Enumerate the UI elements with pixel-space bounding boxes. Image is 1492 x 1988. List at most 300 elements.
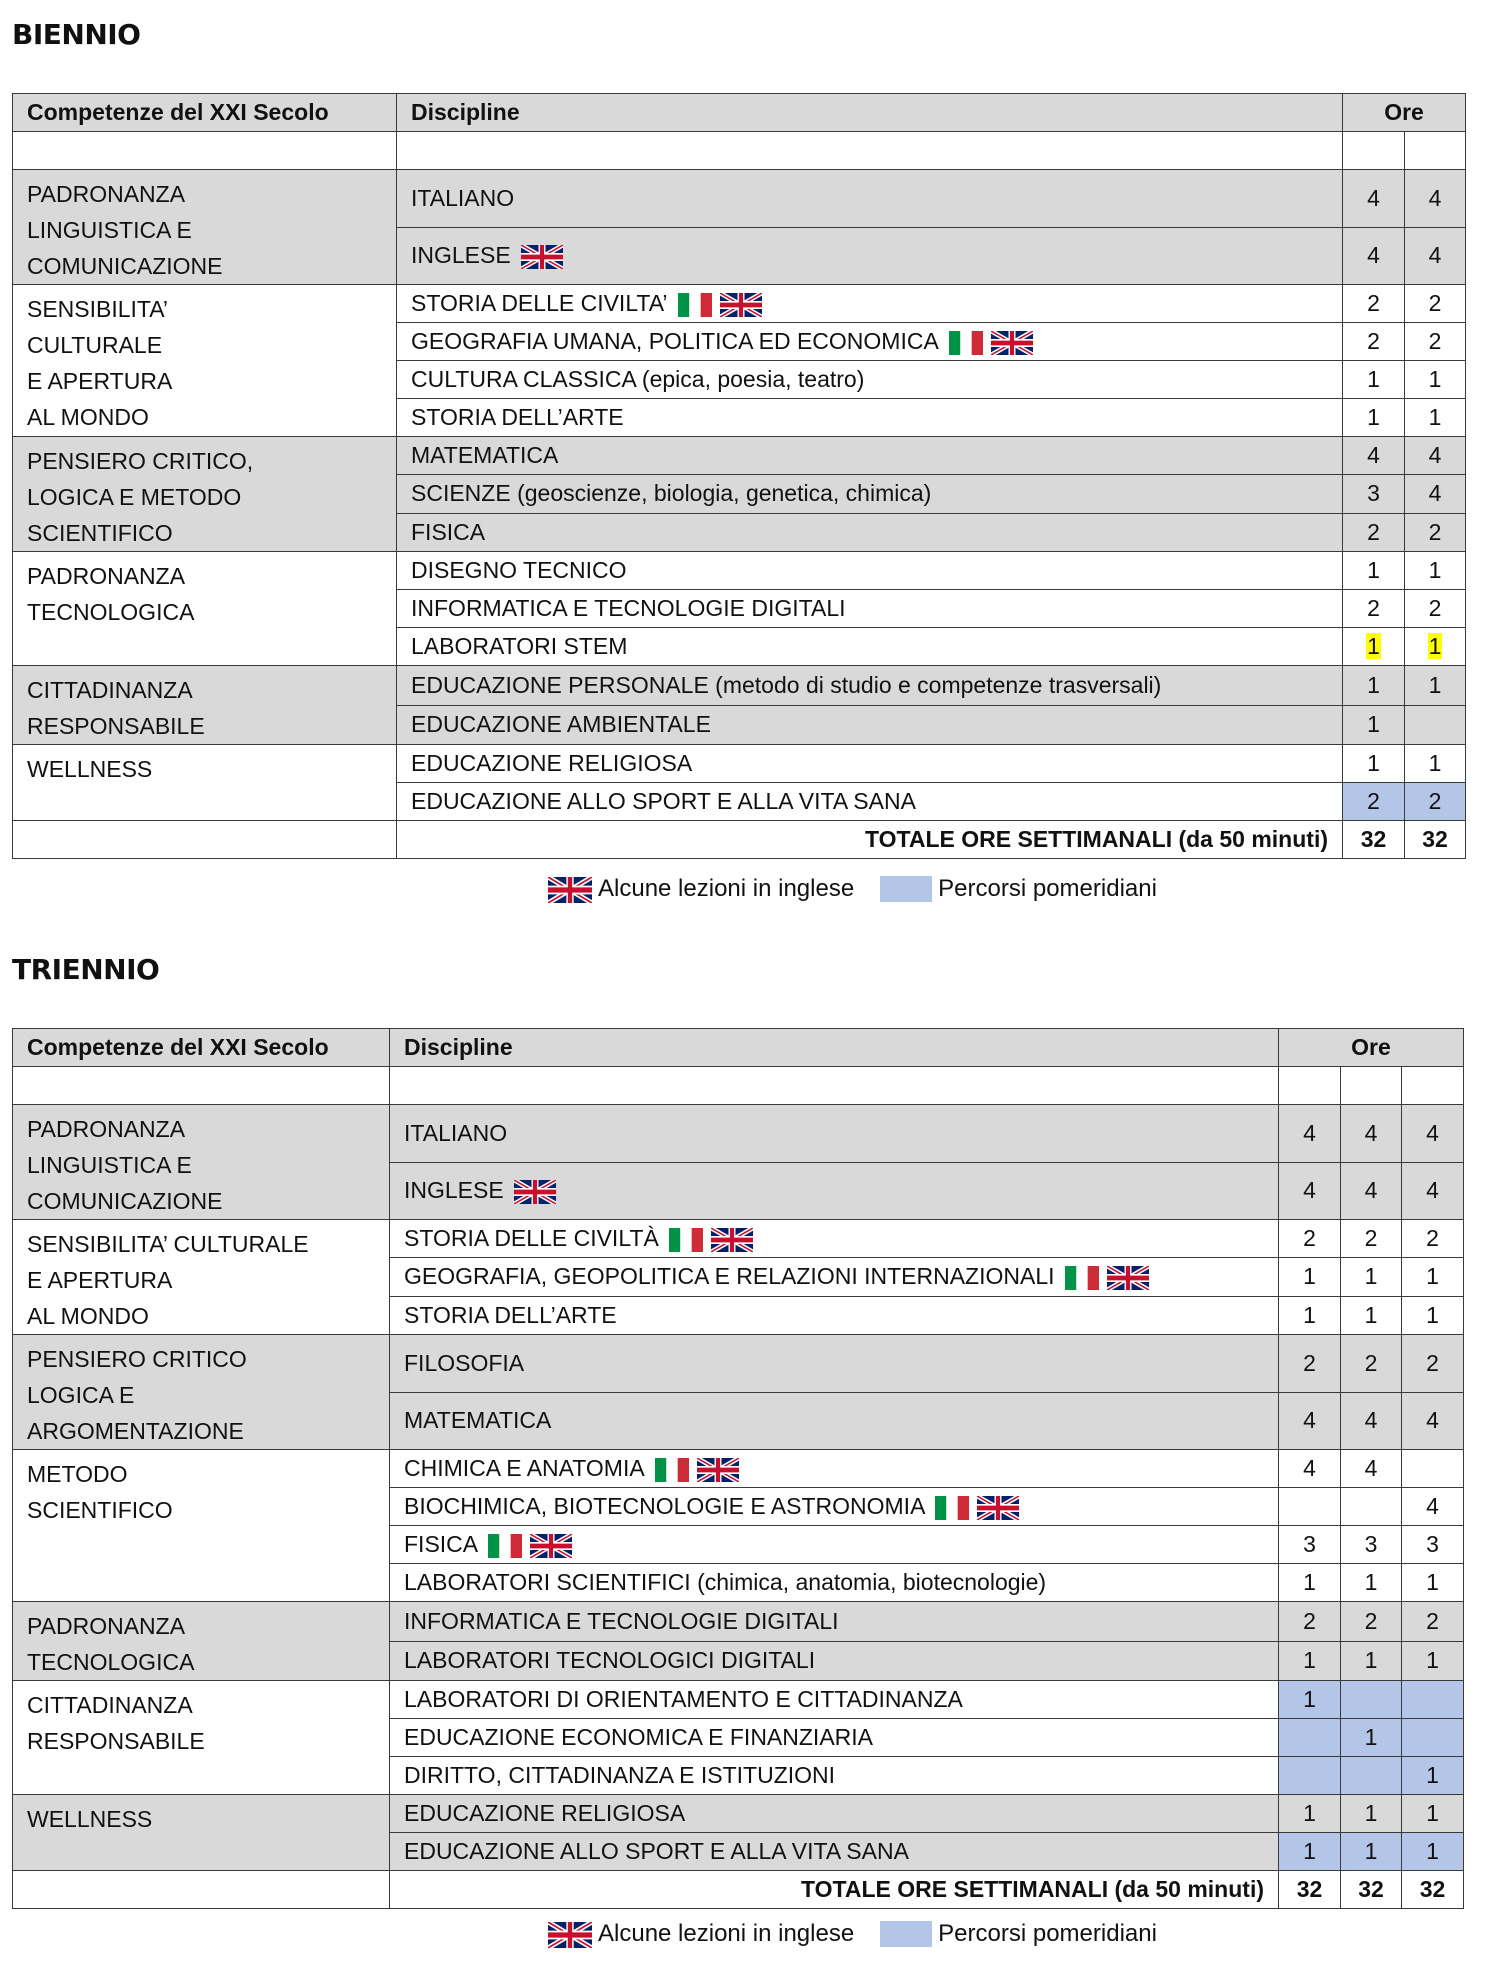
hours-value: 4 [1303, 1407, 1316, 1434]
total-row [13, 1871, 1464, 1909]
hours-value: 1 [1303, 1800, 1316, 1826]
italy-flag-icon [488, 1534, 522, 1558]
uk-flag-icon [720, 293, 762, 317]
hours-value: 1 [1364, 1647, 1378, 1674]
triennio-title: TRIENNIO [12, 953, 160, 986]
discipline-cell [390, 1757, 1279, 1795]
hours-value: 2 [1367, 290, 1380, 316]
hours-value: 1 [1367, 404, 1380, 430]
hours-cell [1343, 783, 1405, 821]
competenza-line: LINGUISTICA E [27, 217, 192, 243]
hours-cell [1279, 1681, 1341, 1719]
discipline-cell [390, 1681, 1279, 1719]
discipline-name: INFORMATICA E TECNOLOGIE DIGITALI [404, 1607, 839, 1634]
hours-value: 4 [1364, 1407, 1378, 1434]
competenza-line: SCIENTIFICO [27, 1497, 173, 1523]
hours-value: 1 [1426, 1838, 1439, 1864]
discipline-cell [390, 1296, 1279, 1334]
spacer-row [13, 132, 1466, 170]
table-row [13, 1220, 1464, 1258]
hours-value: 1 [1426, 1301, 1439, 1328]
hours-value: 4 [1364, 1455, 1378, 1481]
discipline-cell [390, 1602, 1279, 1642]
competenza-line: TECNOLOGICA [27, 599, 195, 625]
header-competenze: Competenze del XXI Secolo [13, 1029, 390, 1067]
hours-value: 1 [1428, 671, 1442, 698]
hours-value: 2 [1426, 1225, 1439, 1252]
hours-cell [1279, 1602, 1341, 1642]
hours-value: 2 [1303, 1607, 1316, 1634]
hours-value: 1 [1364, 1263, 1378, 1290]
discipline-name: ITALIANO [411, 184, 515, 211]
hours-cell [1402, 1258, 1464, 1296]
hours-cell [1343, 628, 1405, 666]
hours-value: 4 [1428, 184, 1442, 211]
uk-flag-icon [711, 1228, 753, 1252]
hours-value: 1 [1428, 366, 1442, 392]
hours-cell [1402, 1162, 1464, 1220]
discipline-cell [390, 1641, 1279, 1681]
hours-value: 1 [1364, 1301, 1378, 1328]
triennio-legend [548, 1920, 1157, 1948]
hours-cell [1402, 1296, 1464, 1334]
hours-cell [1405, 285, 1466, 323]
hours-cell [1279, 1488, 1341, 1526]
competenza-line: COMUNICAZIONE [27, 253, 223, 279]
competenza-line: CULTURALE [27, 332, 163, 358]
total-label: TOTALE ORE SETTIMANALI (da 50 minuti) [397, 821, 1343, 859]
hours-cell [1402, 1833, 1464, 1871]
table-row [13, 285, 1466, 323]
hours-value: 4 [1426, 1177, 1439, 1204]
discipline-cell [397, 783, 1343, 821]
discipline-name: MATEMATICA [404, 1407, 552, 1434]
hours-cell [1402, 1681, 1464, 1719]
hours-cell [1402, 1564, 1464, 1602]
discipline-name: STORIA DELLE CIVILTÀ [404, 1225, 659, 1252]
discipline-cell [390, 1335, 1279, 1393]
discipline-cell [390, 1488, 1279, 1526]
competenza-cell [13, 1681, 390, 1795]
empty-cell [1279, 1067, 1341, 1105]
hours-value: 2 [1367, 328, 1380, 354]
hours-value: 1 [1367, 557, 1380, 583]
hours-cell [1343, 361, 1405, 399]
hours-cell [1341, 1220, 1402, 1258]
uk-flag-icon [521, 245, 563, 269]
competenza-line: CITTADINANZA [27, 1692, 193, 1718]
header-competenze: Competenze del XXI Secolo [13, 94, 397, 132]
hours-value: 1 [1428, 404, 1442, 430]
hours-cell [1405, 590, 1466, 628]
hours-cell [1343, 590, 1405, 628]
hours-value: 1 [1426, 1569, 1439, 1595]
competenza-line: SENSIBILITA’ [27, 296, 169, 322]
discipline-name: EDUCAZIONE RELIGIOSA [411, 750, 693, 776]
discipline-name: CHIMICA E ANATOMIA [404, 1455, 645, 1481]
hours-cell [1405, 475, 1466, 513]
competenza-cell [13, 437, 397, 552]
hours-cell [1343, 475, 1405, 513]
discipline-cell [397, 666, 1343, 706]
hours-value: 1 [1367, 633, 1380, 659]
discipline-name: EDUCAZIONE ALLO SPORT E ALLA VITA SANA [404, 1838, 909, 1864]
hours-value: 4 [1428, 480, 1442, 507]
discipline-name: FILOSOFIA [404, 1349, 525, 1376]
discipline-name: STORIA DELLE CIVILTA’ [411, 290, 668, 316]
italy-flag-icon [655, 1458, 689, 1482]
competenza-line: RESPONSABILE [27, 1728, 205, 1754]
hours-cell [1279, 1564, 1341, 1602]
uk-flag-icon [1107, 1266, 1149, 1290]
discipline-name: INGLESE [404, 1177, 504, 1204]
hours-cell [1343, 705, 1405, 745]
hours-value: 4 [1426, 1407, 1439, 1434]
hours-cell [1402, 1488, 1464, 1526]
hours-cell [1341, 1105, 1402, 1163]
discipline-cell [397, 323, 1343, 361]
competenza-cell [13, 666, 397, 745]
hours-value: 2 [1367, 595, 1380, 621]
competenza-line: PADRONANZA [27, 1613, 186, 1639]
hours-value: 2 [1364, 1607, 1378, 1634]
hours-cell [1405, 170, 1466, 228]
hours-cell [1341, 1641, 1402, 1681]
competenza-line: METODO [27, 1461, 128, 1487]
table-row [13, 1450, 1464, 1488]
hours-value: 2 [1303, 1225, 1316, 1252]
hours-cell [1405, 399, 1466, 437]
hours-value: 3 [1364, 1531, 1378, 1557]
hours-cell [1279, 1162, 1341, 1220]
table-row [13, 1602, 1464, 1642]
hours-value: 1 [1428, 557, 1442, 583]
hours-cell [1341, 1392, 1402, 1450]
hours-value: 1 [1428, 633, 1442, 659]
hours-value: 1 [1426, 1263, 1439, 1290]
hours-cell [1341, 1833, 1402, 1871]
competenza-line: LOGICA E METODO [27, 484, 242, 510]
competenza-cell [13, 1105, 390, 1220]
hours-cell [1402, 1602, 1464, 1642]
hours-cell [1343, 170, 1405, 228]
discipline-cell [397, 552, 1343, 590]
triennio-table [12, 1028, 1464, 1909]
hours-cell [1341, 1795, 1402, 1833]
competenza-line: ARGOMENTAZIONE [27, 1418, 244, 1444]
discipline-cell [397, 628, 1343, 666]
competenza-cell [13, 745, 397, 821]
discipline-cell [397, 361, 1343, 399]
hours-cell [1405, 552, 1466, 590]
uk-flag-icon [548, 1920, 592, 1948]
header-ore: Ore [1279, 1029, 1464, 1067]
hours-cell [1341, 1757, 1402, 1795]
flags [678, 293, 762, 317]
hours-value: 3 [1303, 1531, 1316, 1557]
flags [935, 1496, 1019, 1520]
hours-cell [1402, 1335, 1464, 1393]
discipline-cell [390, 1162, 1279, 1220]
empty-cell [13, 1067, 390, 1105]
hours-cell [1279, 1335, 1341, 1393]
competenza-line: WELLNESS [27, 756, 153, 782]
hours-cell [1405, 513, 1466, 551]
flags [669, 1228, 753, 1252]
hours-cell [1341, 1526, 1402, 1564]
discipline-cell [397, 590, 1343, 628]
flags [521, 245, 563, 269]
competenza-cell [13, 552, 397, 666]
hours-value: 1 [1303, 1301, 1316, 1328]
uk-flag-icon [991, 331, 1033, 355]
hours-cell [1343, 399, 1405, 437]
hours-cell [1402, 1757, 1464, 1795]
competenza-line: PADRONANZA [27, 181, 186, 207]
empty-cell [1405, 132, 1466, 170]
empty-cell [397, 132, 1343, 170]
competenza-cell [13, 1602, 390, 1681]
competenza-line: WELLNESS [27, 1806, 153, 1832]
discipline-cell [397, 437, 1343, 475]
hours-cell [1341, 1719, 1402, 1757]
hours-cell [1343, 227, 1405, 285]
hours-value: 1 [1364, 1838, 1378, 1864]
hours-value: 3 [1367, 480, 1380, 507]
hours-value: 4 [1367, 184, 1380, 211]
flags [1065, 1266, 1149, 1290]
discipline-cell [397, 170, 1343, 228]
competenza-line: AL MONDO [27, 404, 149, 430]
hours-cell [1279, 1220, 1341, 1258]
discipline-cell [397, 227, 1343, 285]
uk-flag-icon [530, 1534, 572, 1558]
hours-cell [1405, 227, 1466, 285]
uk-flag-icon [514, 1180, 556, 1204]
hours-cell [1341, 1296, 1402, 1334]
total-hours: 32 [1279, 1871, 1341, 1909]
empty-cell [13, 1871, 390, 1909]
hours-value: 4 [1303, 1455, 1316, 1481]
hours-cell [1343, 285, 1405, 323]
hours-value: 4 [1303, 1177, 1316, 1204]
discipline-name: EDUCAZIONE AMBIENTALE [411, 711, 711, 738]
discipline-name: LABORATORI STEM [411, 633, 628, 659]
hours-cell [1405, 323, 1466, 361]
empty-cell [13, 132, 397, 170]
hours-value: 1 [1426, 1800, 1439, 1826]
discipline-name: BIOCHIMICA, BIOTECNOLOGIE E ASTRONOMIA [404, 1493, 926, 1519]
hours-cell [1405, 666, 1466, 706]
hours-cell [1341, 1162, 1402, 1220]
discipline-cell [390, 1719, 1279, 1757]
hours-cell [1343, 552, 1405, 590]
hours-value: 1 [1428, 750, 1442, 776]
flags [514, 1180, 556, 1204]
total-hours: 32 [1343, 821, 1405, 859]
table-row [13, 1681, 1464, 1719]
hours-value: 2 [1367, 518, 1380, 545]
competenza-cell [13, 170, 397, 285]
hours-cell [1341, 1335, 1402, 1393]
hours-cell [1279, 1105, 1341, 1163]
hours-cell [1343, 666, 1405, 706]
discipline-name: LABORATORI TECNOLOGICI DIGITALI [404, 1647, 816, 1674]
discipline-name: LABORATORI DI ORIENTAMENTO E CITTADINANZA [404, 1686, 963, 1712]
empty-cell [1343, 132, 1405, 170]
hours-cell [1402, 1450, 1464, 1488]
italy-flag-icon [678, 293, 712, 317]
hours-cell [1279, 1296, 1341, 1334]
discipline-cell [397, 513, 1343, 551]
competenza-line: TECNOLOGICA [27, 1649, 195, 1675]
empty-cell [13, 821, 397, 859]
hours-value: 4 [1364, 1177, 1378, 1204]
discipline-name: INGLESE [411, 242, 511, 269]
spacer-row [13, 1067, 1464, 1105]
hours-cell [1279, 1757, 1341, 1795]
discipline-name: EDUCAZIONE PERSONALE (metodo di studio e competenze trasversali) [411, 671, 1162, 698]
hours-cell [1343, 323, 1405, 361]
table-row [13, 1795, 1464, 1833]
hours-cell [1279, 1641, 1341, 1681]
italy-flag-icon [1065, 1266, 1099, 1290]
competenza-line: PADRONANZA [27, 563, 186, 589]
competenza-line: RESPONSABILE [27, 713, 205, 739]
total-row [13, 821, 1466, 859]
discipline-cell [397, 475, 1343, 513]
italy-flag-icon [935, 1496, 969, 1520]
discipline-cell [397, 705, 1343, 745]
competenza-line: CITTADINANZA [27, 677, 193, 703]
empty-cell [390, 1067, 1279, 1105]
hours-cell [1405, 783, 1466, 821]
hours-value: 1 [1367, 671, 1380, 698]
hours-cell [1341, 1564, 1402, 1602]
flags [949, 331, 1033, 355]
hours-cell [1279, 1450, 1341, 1488]
hours-value: 2 [1428, 595, 1442, 621]
competenza-line: COMUNICAZIONE [27, 1188, 223, 1214]
table-row [13, 552, 1466, 590]
hours-cell [1279, 1833, 1341, 1871]
hours-value: 1 [1367, 366, 1380, 392]
table-row [13, 745, 1466, 783]
competenza-cell [13, 285, 397, 437]
discipline-name: SCIENZE (geoscienze, biologia, genetica, chimica) [411, 480, 932, 507]
hours-value: 1 [1364, 1569, 1378, 1595]
discipline-name: FISICA [411, 518, 486, 545]
flags [488, 1534, 572, 1558]
table-row [13, 170, 1466, 228]
hours-cell [1405, 361, 1466, 399]
hours-value: 2 [1303, 1349, 1316, 1376]
table-row [13, 1105, 1464, 1163]
discipline-cell [390, 1450, 1279, 1488]
competenza-line: E APERTURA [27, 1267, 173, 1293]
hours-value: 2 [1428, 788, 1442, 814]
hours-cell [1279, 1392, 1341, 1450]
total-hours: 32 [1341, 1871, 1402, 1909]
hours-cell [1341, 1450, 1402, 1488]
hours-value: 1 [1303, 1569, 1316, 1595]
hours-cell [1402, 1526, 1464, 1564]
competenza-cell [13, 1220, 390, 1335]
legend-english-label: Alcune lezioni in inglese [598, 1920, 855, 1947]
hours-cell [1402, 1719, 1464, 1757]
legend-afternoon-label: Percorsi pomeridiani [938, 1920, 1157, 1947]
hours-value: 1 [1426, 1647, 1439, 1674]
discipline-name: LABORATORI SCIENTIFICI (chimica, anatomia, biotecnologie) [404, 1569, 1047, 1595]
afternoon-swatch [880, 876, 932, 902]
hours-value: 1 [1364, 1724, 1378, 1750]
hours-cell [1279, 1719, 1341, 1757]
hours-cell [1402, 1795, 1464, 1833]
header-row [13, 94, 1466, 132]
hours-value: 2 [1428, 518, 1442, 545]
biennio-table [12, 93, 1466, 859]
hours-cell [1405, 437, 1466, 475]
hours-value: 2 [1428, 328, 1442, 354]
total-hours: 32 [1405, 821, 1466, 859]
hours-value: 4 [1303, 1119, 1316, 1146]
hours-cell [1402, 1220, 1464, 1258]
flags [655, 1458, 739, 1482]
discipline-cell [397, 399, 1343, 437]
discipline-cell [390, 1105, 1279, 1163]
hours-value: 1 [1303, 1647, 1316, 1674]
competenza-cell [13, 1450, 390, 1602]
discipline-cell [390, 1833, 1279, 1871]
competenza-line: PADRONANZA [27, 1116, 186, 1142]
empty-cell [1341, 1067, 1402, 1105]
discipline-cell [390, 1526, 1279, 1564]
discipline-name: STORIA DELL’ARTE [411, 404, 624, 430]
competenza-cell [13, 1335, 390, 1450]
hours-cell [1343, 745, 1405, 783]
discipline-name: EDUCAZIONE ALLO SPORT E ALLA VITA SANA [411, 788, 916, 814]
discipline-name: DISEGNO TECNICO [411, 557, 627, 583]
table-row [13, 1335, 1464, 1393]
hours-value: 1 [1426, 1762, 1439, 1788]
competenza-line: AL MONDO [27, 1303, 149, 1329]
hours-cell [1405, 628, 1466, 666]
competenza-line: LINGUISTICA E [27, 1152, 192, 1178]
hours-value: 1 [1364, 1800, 1378, 1826]
hours-value: 4 [1426, 1119, 1439, 1146]
discipline-cell [390, 1392, 1279, 1450]
hours-value: 2 [1426, 1607, 1439, 1634]
discipline-name: GEOGRAFIA, GEOPOLITICA E RELAZIONI INTERNAZIONALI [404, 1263, 1055, 1290]
legend-english-label: Alcune lezioni in inglese [598, 875, 855, 902]
italy-flag-icon [669, 1228, 703, 1252]
uk-flag-icon [977, 1496, 1019, 1520]
biennio-legend [548, 875, 1157, 903]
table-row [13, 666, 1466, 706]
hours-value: 2 [1428, 290, 1442, 316]
discipline-name: EDUCAZIONE RELIGIOSA [404, 1800, 686, 1826]
discipline-name: CULTURA CLASSICA (epica, poesia, teatro) [411, 366, 865, 392]
header-discipline: Discipline [390, 1029, 1279, 1067]
hours-value: 4 [1428, 242, 1442, 269]
hours-cell [1341, 1488, 1402, 1526]
total-hours: 32 [1402, 1871, 1464, 1909]
hours-value: 2 [1426, 1349, 1439, 1376]
hours-cell [1405, 745, 1466, 783]
table-row [13, 437, 1466, 475]
hours-value: 4 [1367, 242, 1380, 269]
discipline-cell [397, 745, 1343, 783]
